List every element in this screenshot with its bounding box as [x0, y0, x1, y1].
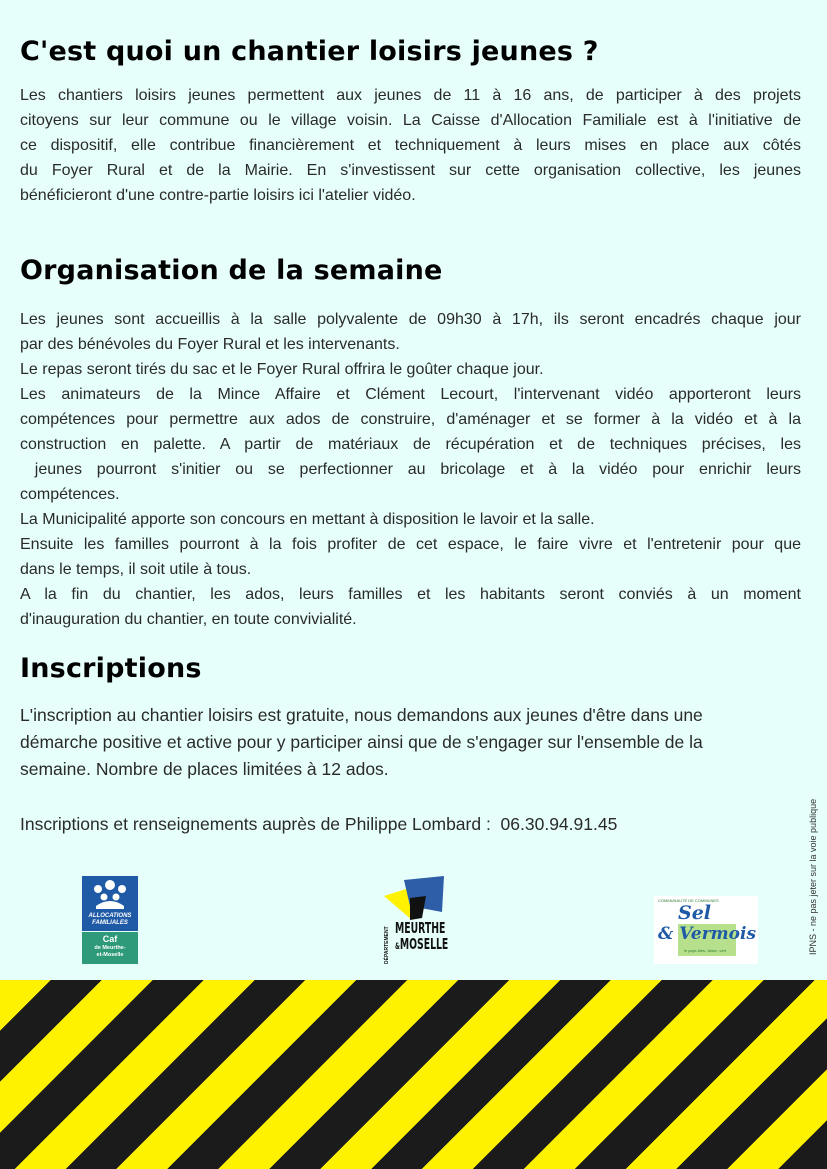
section-body-organisation: [20, 307, 801, 632]
hazard-stripes: [0, 980, 827, 1169]
text-line: semaine. Nombre de places limitées à 12 ados.: [20, 759, 389, 779]
sv-line2: & Vermois: [658, 924, 757, 944]
text-line: Les chantiers loisirs jeunes permettent aux jeunes de 11 à 16 ans, de participer à des projets: [20, 87, 801, 104]
section-title-organisation: Organisation de la semaine: [20, 255, 443, 286]
caf-logo-bottom: [82, 932, 138, 964]
text-line: Le repas seront tirés du sac et le Foyer Rural offrira le goûter chaque jour.: [20, 361, 544, 378]
contact-line: Inscriptions et renseignements auprès de Philippe Lombard : 06.30.94.91.45: [20, 814, 618, 834]
section-title-inscriptions: Inscriptions: [20, 653, 202, 684]
section-title-what: C'est quoi un chantier loisirs jeunes ?: [20, 36, 599, 67]
text-line: A la fin du chantier, les ados, leurs familles et les habitants seront conviés à un moment: [20, 586, 801, 603]
text-line: jeunes pourront s'initier ou se perfectionner au bricolage et à la vidéo pour enrichir leurs: [20, 461, 801, 478]
text-line: du Foyer Rural et de la Mairie. En s'investissent sur cette organisation collective, les jeunes: [20, 162, 801, 179]
text-line: La Municipalité apporte son concours en mettant à disposition le lavoir et la salle.: [20, 511, 595, 528]
dept-mid: &: [395, 942, 400, 952]
text-line: démarche positive et active pour y participer ainsi que de s'engager sur l'ensemble de la: [20, 732, 703, 752]
text-line: Les animateurs de la Mince Affaire et Clément Lecourt, l'intervenant vidéo apporteront leurs: [20, 386, 801, 403]
caf-line2: FAMILIALES: [92, 920, 128, 926]
section-body-what: [20, 83, 801, 208]
text-line: compétences.: [20, 486, 120, 503]
caf-logo-top: [82, 876, 138, 931]
text-line: Les jeunes sont accueillis à la salle polyvalente de 09h30 à 17h, ils seront encadrés chaque jour: [20, 311, 801, 328]
sv-line1: Sel: [678, 902, 712, 924]
departement-shape-icon: [382, 876, 448, 922]
ipns-note: IPNS - ne pas jeter sur la voie publique: [808, 798, 818, 955]
caf-line1: ALLOCATIONS: [88, 913, 132, 919]
sv-top: COMMUNAUTÉ DE COMMUNES: [658, 898, 719, 903]
text-line: L'inscription au chantier loisirs est gratuite, nous demandons aux jeunes d'être dans une: [20, 705, 703, 725]
text-line: Ensuite les familles pourront à la fois profiter de cet espace, le faire vivre et l'entretenir pour que: [20, 536, 801, 553]
dept-line1: MEURTHE: [395, 919, 446, 937]
text-line: construction en palette. A partir de matériaux de récupération et de techniques précises, les: [20, 436, 801, 453]
text-line: par des bénévoles du Foyer Rural et les intervenants.: [20, 336, 400, 353]
text-line: citoyens sur leur commune ou le village voisin. La Caisse d'Allocation Familiale est à l'initiative de: [20, 112, 801, 129]
caf-sub1: de Meurthe-: [94, 945, 126, 951]
text-line: ce dispositif, elle contribue financièrement et techniquement à leurs mises en place aux côtés: [20, 137, 801, 154]
family-icon: [82, 876, 138, 914]
dept-small: DÉPARTEMENT: [384, 926, 390, 964]
text-line: bénéficieront d'une contre-partie loisirs ici l'atelier vidéo.: [20, 187, 416, 204]
section-body-inscriptions: [20, 702, 703, 783]
caf-name: Caf: [102, 934, 118, 944]
text-line: compétences pour permettre aux ados de construire, d'aménager et se former à la vidéo et à la: [20, 411, 801, 428]
sv-tagline: le pays bleu, blanc, vert: [684, 948, 727, 953]
text-line: dans le temps, il soit utile à tous.: [20, 561, 252, 578]
sel-vermois-logo: [654, 896, 758, 964]
text-line: d'inauguration du chantier, en toute convivialité.: [20, 611, 357, 628]
departement-logo: [382, 876, 448, 966]
caf-sub2: et-Moselle: [96, 952, 124, 958]
caf-logo: [82, 876, 138, 964]
dept-line2: MOSELLE: [399, 935, 449, 953]
